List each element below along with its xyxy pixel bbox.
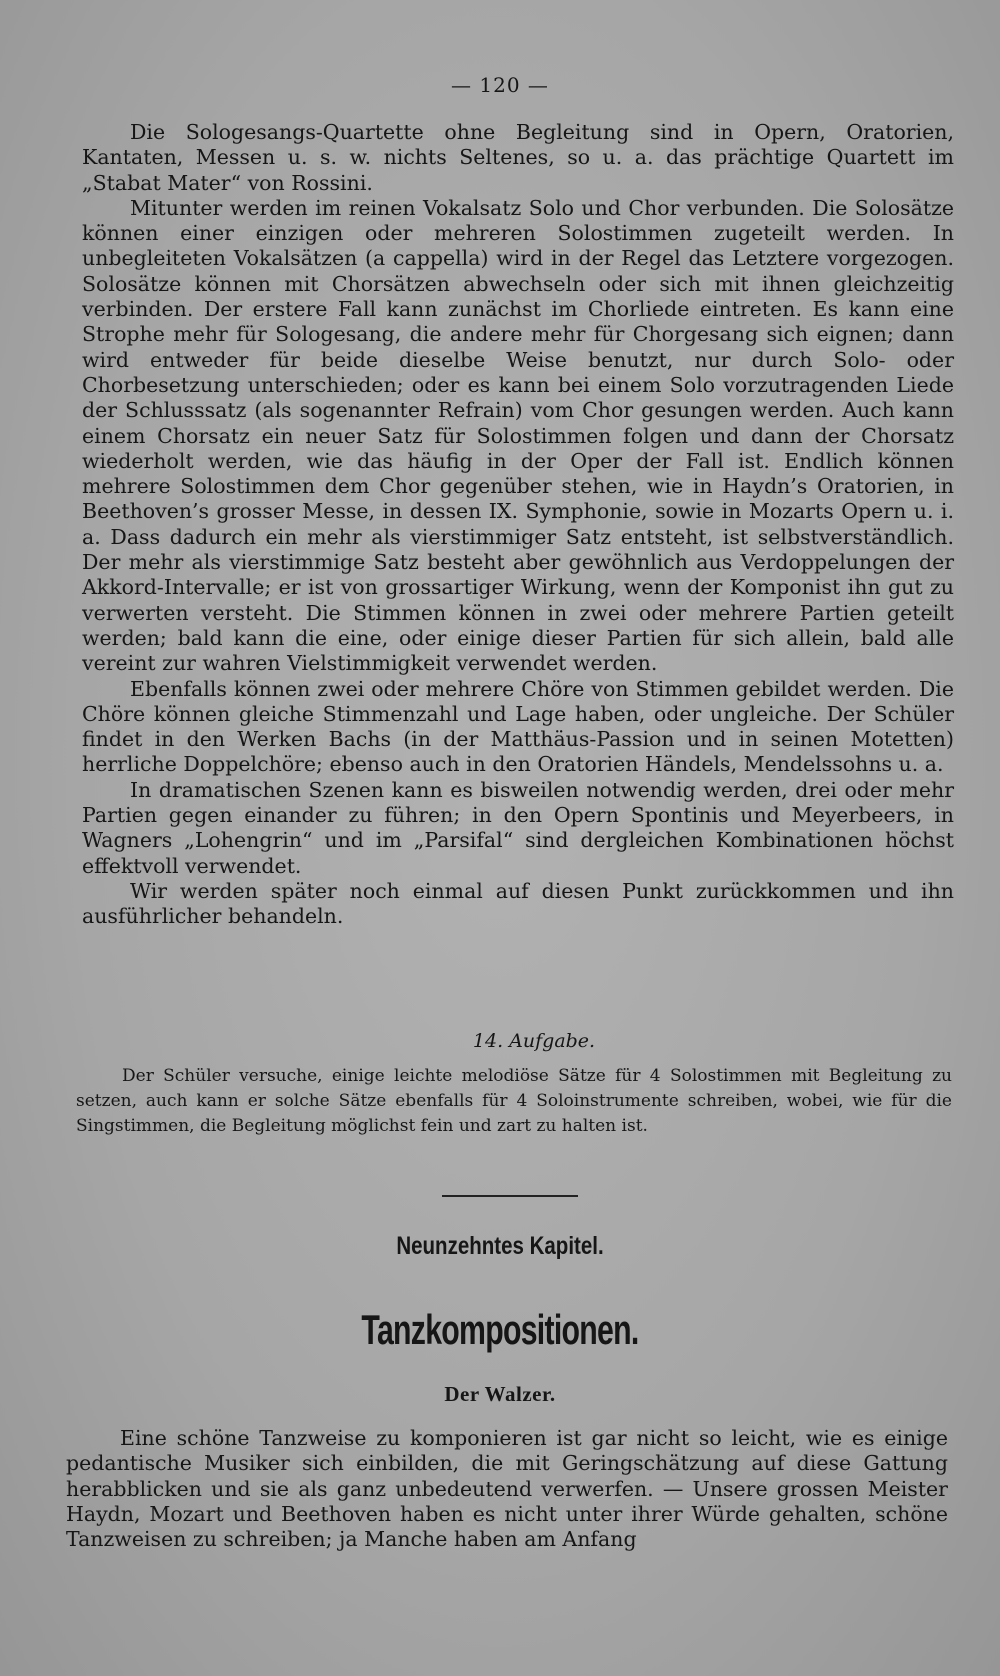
paragraph-solo-and-choir: Mitunter werden im reinen Vokalsatz Solo und Chor verbunden. Die Solosätze können einer einzigen oder mehreren Solostimmen zugeteilt werden. In unbegleiteten Vokalsätzen (a cappella) wird in der Regel das Letztere vorgezogen. Solosätze können mit Chorsätzen abwechseln oder sich mit ihnen gleichzeitig verbinden. Der erstere Fall kann zunächst im Chorliede eintreten. Es kann eine Strophe mehr für Sologesang, die andere mehr für Chorgesang sich eignen; dann wird entweder für beide dieselbe Weise benutzt, nur durch Solo- oder Chorbesetzung unterschieden; oder es kann bei einem Solo vorzutragenden Liede der Schlusssatz (als sogenannter Refrain) vom Chor gesungen werden. Auch kann einem Chorsatz ein neuer Satz für Solostimmen folgen und dann der Chorsatz wiederholt werden, wie das häufig in der Oper der Fall ist. Endlich können mehrere Solostimmen dem Chor gegenüber stehen, wie in Haydn’s Oratorien, in Beethoven’s grosser Messe, in dessen IX. Symphonie, sowie in Mozarts Opern u. i. a. Dass dadurch ein mehr als vierstimmiger Satz entsteht, ist selbstverständlich. Der mehr als vierstimmige Satz besteht aber gewöhnlich aus Verdoppelungen der Akkord-Intervalle; er ist von grossartiger Wirkung, wenn der Komponist ihn gut zu verwerten versteht. Die Stimmen können in zwei oder mehrere Partien geteilt werden; bald kann die eine, oder einige dieser Partien für sich allein, bald alle vereint zur wahren Vielstimmigkeit verwendet werden. [82, 195, 954, 676]
paragraph-multiple-choirs: Ebenfalls können zwei oder mehrere Chöre von Stimmen gebildet werden. Die Chöre können gleiche Stimmenzahl und Lage haben, oder ungleiche. Der Schüler findet in den Werken Bachs (in der Matthäus-Passion und in seinen Motetten) herrliche Doppelchöre; ebenso auch in den Oratorien Händels, Mendelssohns u. a. [82, 676, 954, 777]
paragraph-quartets: Die Sologesangs-Quartette ohne Begleitung sind in Opern, Oratorien, Kantaten, Messen u. s. w. nichts Seltenes, so u. a. das prächtige Quartett im „Stabat Mater“ von Rossini. [82, 120, 954, 195]
main-text [82, 120, 954, 930]
chapter-heading: Neunzehntes Kapitel. [396, 1232, 604, 1260]
paragraph-dramatic-scenes: In dramatischen Szenen kann es bisweilen notwendig werden, drei oder mehr Partien gegen einander zu führen; in den Opern Spontinis und Meyerbeers, in Wagners „Lohengrin“ und im „Parsifal“ sind dergleichen Kombinationen höchst effektvoll verwendet. [82, 777, 954, 878]
section-heading: Der Walzer. [444, 1382, 556, 1406]
exercise-title: 14. Aufgabe. [472, 1030, 596, 1052]
paragraph-dance-intro: Eine schöne Tanzweise zu komponieren ist gar nicht so leicht, wie es einige pedantische Musiker sich einbilden, die mit Geringschätzung auf diese Gattung herabblicken und sie als ganz unbedeutend verwerfen. — Unsere grossen Meister Haydn, Mozart und Beethoven haben es nicht unter ihrer Würde gehalten, schöne Tanzweisen zu schreiben; ja Manche haben am Anfang [66, 1426, 948, 1552]
section-divider [442, 1195, 578, 1197]
exercise-block [76, 1030, 952, 1139]
chapter-title: Tanzkompositionen. [361, 1306, 639, 1353]
exercise-text: Der Schüler versuche, einige leichte melodiöse Sätze für 4 Solostimmen mit Begleitung zu setzen, auch kann er solche Sätze ebenfalls für 4 Soloinstrumente schreiben, wobei, wie für die Singstimmen, die Begleitung möglichst fein und zart zu halten ist. [76, 1066, 952, 1136]
page-number: — 120 — [451, 73, 549, 97]
chapter-opening-text [66, 1426, 948, 1552]
paragraph-later: Wir werden später noch einmal auf diesen Punkt zurückkommen und ihn ausführlicher behandeln. [82, 878, 954, 929]
